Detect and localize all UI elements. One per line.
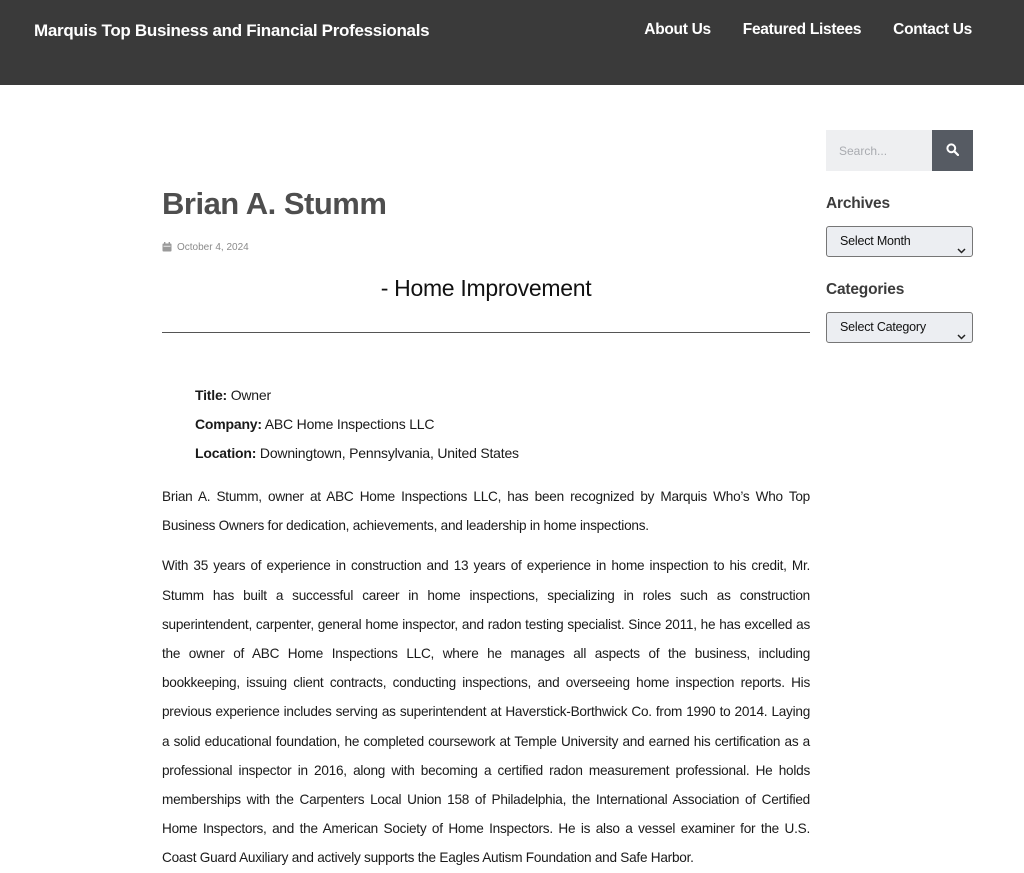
search-button[interactable] bbox=[932, 130, 973, 171]
nav-about-us[interactable]: About Us bbox=[644, 21, 711, 38]
detail-company-value: ABC Home Inspections LLC bbox=[264, 416, 435, 432]
calendar-icon bbox=[162, 242, 172, 252]
post-subtitle: - Home Improvement bbox=[380, 275, 592, 301]
search-icon bbox=[946, 143, 959, 159]
post-content bbox=[162, 85, 810, 873]
search-input[interactable] bbox=[826, 130, 932, 171]
sidebar bbox=[826, 130, 973, 343]
search-form bbox=[826, 130, 973, 171]
divider bbox=[162, 332, 810, 333]
post-date[interactable]: October 4, 2024 bbox=[177, 241, 249, 253]
archives-selected-value: Select Month bbox=[840, 234, 911, 248]
post-meta bbox=[162, 240, 810, 254]
categories-select[interactable] bbox=[826, 312, 973, 343]
archives-title: Archives bbox=[826, 195, 890, 212]
categories-widget bbox=[826, 281, 973, 343]
post-title: Brian A. Stumm bbox=[162, 186, 387, 221]
categories-title: Categories bbox=[826, 281, 905, 298]
chevron-down-icon bbox=[957, 323, 966, 332]
detail-title-label: Title: bbox=[195, 387, 227, 403]
site-title-link[interactable]: Marquis Top Business and Financial Professionals bbox=[34, 21, 430, 40]
categories-selected-value: Select Category bbox=[840, 320, 926, 334]
detail-location bbox=[195, 439, 810, 468]
intro-paragraph: Brian A. Stumm, owner at ABC Home Inspections LLC, has been recognized by Marquis Who’s Who Top Business Owners for dedication, achievements, and leadership in home inspections. bbox=[162, 489, 810, 534]
detail-location-label: Location: bbox=[195, 445, 257, 461]
site-header bbox=[0, 0, 1024, 85]
detail-company-label: Company: bbox=[195, 416, 262, 432]
chevron-down-icon bbox=[957, 237, 966, 246]
bio-paragraph: With 35 years of experience in construction and 13 years of experience in home inspection to his credit, Mr. Stumm has built a successful career in home inspections, specializing in roles such as construction superintendent, carpenter, general home inspector, and radon testing specialist. Since 2011, he has excelled as the owner of ABC Home Inspections LLC, where he manages all aspects of the business, including bookkeeping, issuing client contracts, conducting inspections, and overseeing home inspection reports. His previous experience includes serving as superintendent at Haverstick-Borthwick Co. from 1990 to 2014. Laying a solid educational foundation, he completed coursework at Temple University and earned his certification as a professional inspector in 2016, along with becoming a certified radon measurement professional. He holds memberships with the Carpenters Local Union 158 of Philadelphia, the International Association of Certified Home Inspectors, and the American Society of Home Inspectors. He is also a vessel examiner for the U.S. Coast Guard Auxiliary and actively supports the Eagles Autism Foundation and Safe Harbor. bbox=[162, 558, 810, 866]
detail-company bbox=[195, 410, 810, 439]
listee-details bbox=[162, 381, 810, 468]
detail-title-value: Owner bbox=[230, 387, 271, 403]
detail-title bbox=[195, 381, 810, 410]
archives-widget bbox=[826, 195, 973, 257]
nav-contact-us[interactable]: Contact Us bbox=[893, 21, 972, 38]
archives-select[interactable] bbox=[826, 226, 973, 257]
nav-featured-listees[interactable]: Featured Listees bbox=[742, 21, 862, 38]
detail-location-value: Downingtown, Pennsylvania, United States bbox=[259, 445, 519, 461]
main-nav bbox=[644, 21, 972, 39]
